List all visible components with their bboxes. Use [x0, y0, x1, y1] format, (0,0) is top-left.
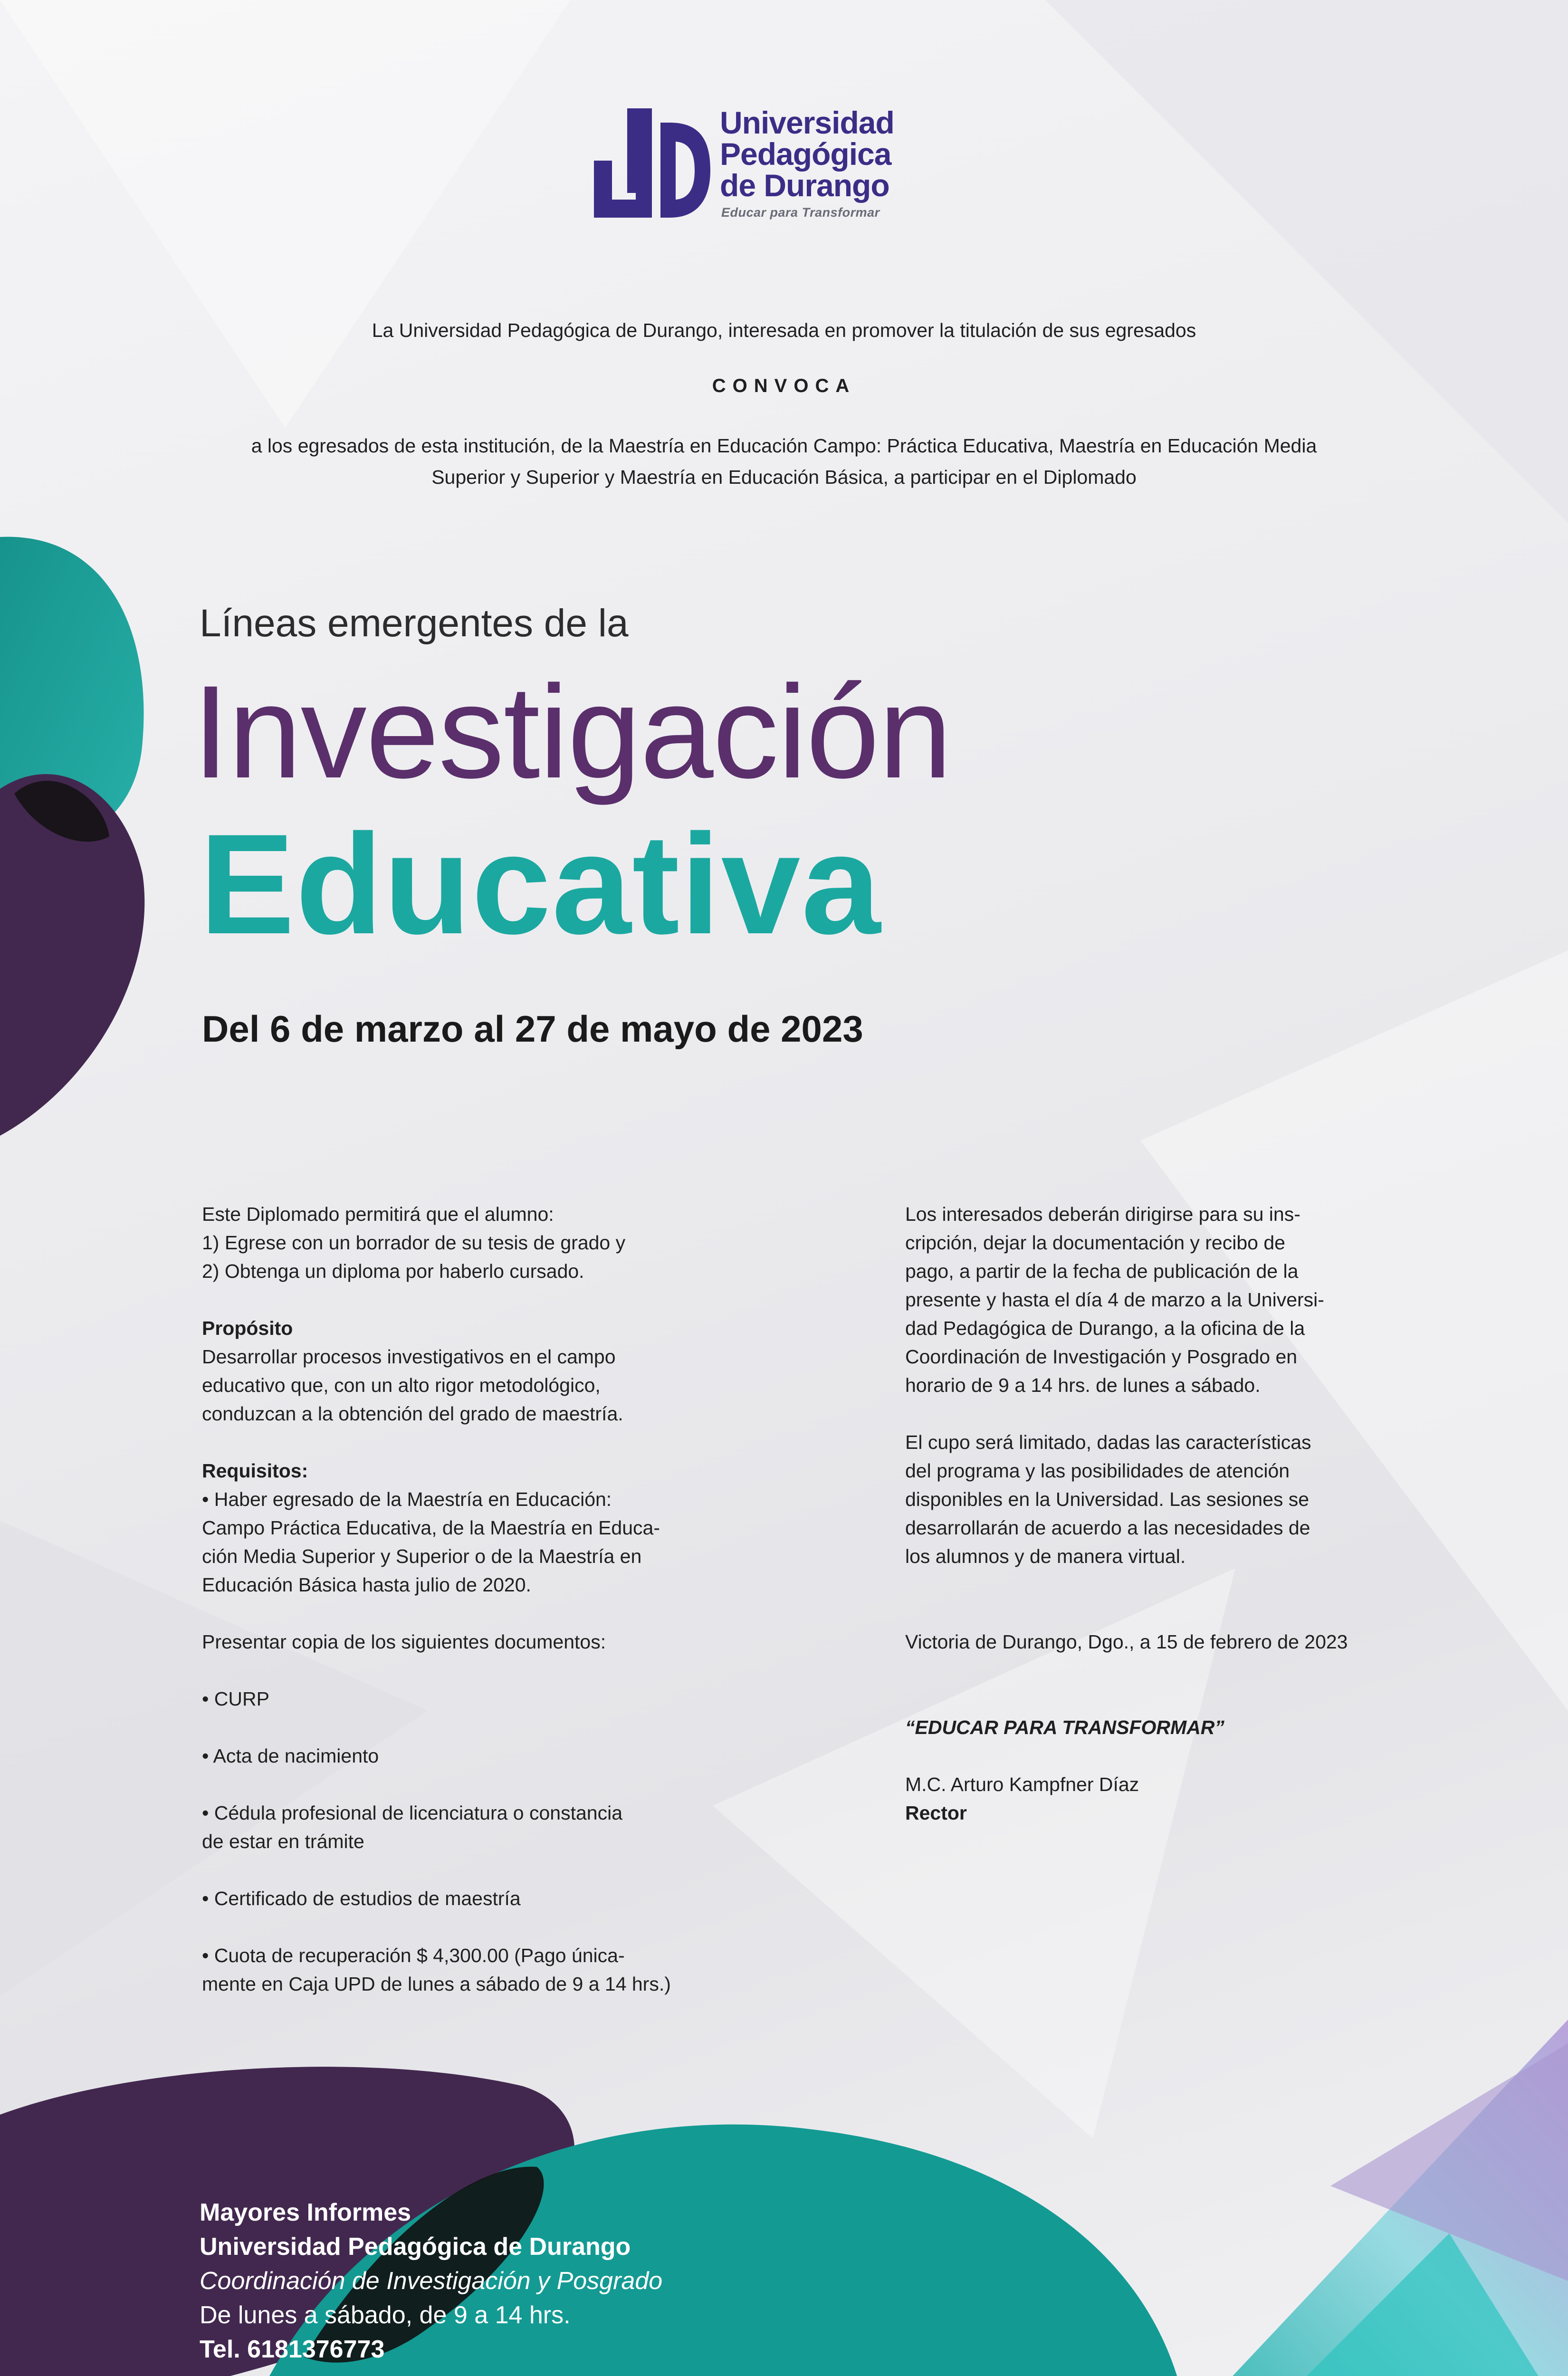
title-educativa: Educativa: [200, 804, 882, 964]
document-item-certificado: • Certificado de estudios de maestría: [202, 1887, 521, 1909]
capacity-line: El cupo será limitado, dadas las características: [905, 1431, 1311, 1453]
registration-line: Coordinación de Investigación y Posgrado en: [905, 1346, 1298, 1368]
document-item-acta: • Acta de nacimiento: [202, 1745, 379, 1767]
university-logo: [594, 105, 936, 223]
registration-line: pago, a partir de la fecha de publicación de la: [905, 1260, 1299, 1282]
registration-line: presente y hasta el día 4 de marzo a la Universi-: [905, 1289, 1324, 1311]
capacity-line: del programa y las posibilidades de atención: [905, 1460, 1290, 1482]
upd-logo-mark-icon: [594, 108, 713, 222]
proposito-line: Desarrollar procesos investigativos en el campo: [202, 1346, 616, 1368]
logo-line-1: Universidad: [720, 105, 894, 140]
diploma-dates: Del 6 de marzo al 27 de mayo de 2023: [202, 1008, 863, 1050]
right-column: [905, 1200, 1423, 1827]
capacity-line: desarrollarán de acuerdo a las necesidades de: [905, 1517, 1310, 1539]
logo-line-2: Pedagógica: [720, 136, 891, 172]
logo-line-3: de Durango: [720, 168, 889, 203]
document-item-cedula: de estar en trámite: [202, 1830, 364, 1852]
contact-office: Coordinación de Investigación y Posgrado: [200, 2267, 663, 2295]
left-column: [202, 1200, 734, 1998]
registration-line: cripción, dejar la documentación y recibo de: [905, 1232, 1285, 1254]
contact-phone[interactable]: Tel. 6181376773: [200, 2336, 385, 2363]
requisitos-line: • Haber egresado de la Maestría en Educación:: [202, 1488, 612, 1510]
document-item-curp: • CURP: [202, 1688, 269, 1710]
intro-text: La Universidad Pedagógica de Durango, interesada en promover la titulación de sus egresados: [372, 319, 1196, 341]
proposito-line: conduzcan a la obtención del grado de maestría.: [202, 1403, 623, 1425]
registration-line: horario de 9 a 14 hrs. de lunes a sábado.: [905, 1374, 1261, 1396]
contact-hours: De lunes a sábado, de 9 a 14 hrs.: [200, 2301, 571, 2329]
call-description: [0, 430, 1568, 493]
pre-title: Líneas emergentes de la: [200, 602, 629, 645]
signer-title: Rector: [905, 1802, 967, 1824]
benefit-item: 2) Obtenga un diploma por haberlo cursado.: [202, 1260, 584, 1282]
capacity-line: los alumnos y de manera virtual.: [905, 1545, 1186, 1567]
document-item-cedula: • Cédula profesional de licenciatura o constancia: [202, 1802, 623, 1824]
registration-line: Los interesados deberán dirigirse para su ins-: [905, 1203, 1300, 1225]
requisitos-line: Campo Práctica Educativa, de la Maestría en Educa-: [202, 1517, 660, 1539]
benefit-item: 1) Egrese con un borrador de su tesis de grado y: [202, 1232, 626, 1254]
requisitos-heading: Requisitos:: [202, 1460, 308, 1482]
logo-tagline: Educar para Transformar: [721, 205, 880, 220]
requisitos-line: ción Media Superior y Superior o de la Maestría en: [202, 1545, 642, 1567]
documents-intro: Presentar copia de los siguientes documentos:: [202, 1631, 606, 1653]
capacity-line: disponibles en la Universidad. Las sesiones se: [905, 1488, 1310, 1510]
motto: “EDUCAR PARA TRANSFORMAR”: [905, 1716, 1224, 1738]
proposito-heading: Propósito: [202, 1317, 293, 1339]
contact-institution: Universidad Pedagógica de Durango: [200, 2233, 631, 2261]
diploma-intro: Este Diplomado permitirá que el alumno:: [202, 1203, 554, 1225]
contact-info: [200, 2195, 662, 2366]
call-description-line: a los egresados de esta institución, de la Maestría en Educación Campo: Práctica Educativa, Maestría en Educación Media: [251, 435, 1317, 457]
proposito-line: educativo que, con un alto rigor metodológico,: [202, 1374, 601, 1396]
document-item-cuota: mente en Caja UPD de lunes a sábado de 9 a 14 hrs.): [202, 1973, 671, 1995]
call-description-line: Superior y Superior y Maestría en Educación Básica, a participar en el Diplomado: [431, 466, 1137, 488]
document-item-cuota: • Cuota de recuperación $ 4,300.00 (Pago única-: [202, 1945, 625, 1966]
registration-line: dad Pedagógica de Durango, a la oficina de la: [905, 1317, 1305, 1339]
title-investigacion: Investigación: [192, 658, 951, 805]
signer-name: M.C. Arturo Kampfner Díaz: [905, 1773, 1139, 1795]
convoca-heading: CONVOCA: [712, 375, 856, 396]
place-date: Victoria de Durango, Dgo., a 15 de febrero de 2023: [905, 1631, 1348, 1653]
requisitos-line: Educación Básica hasta julio de 2020.: [202, 1574, 531, 1596]
contact-heading: Mayores Informes: [200, 2199, 411, 2226]
